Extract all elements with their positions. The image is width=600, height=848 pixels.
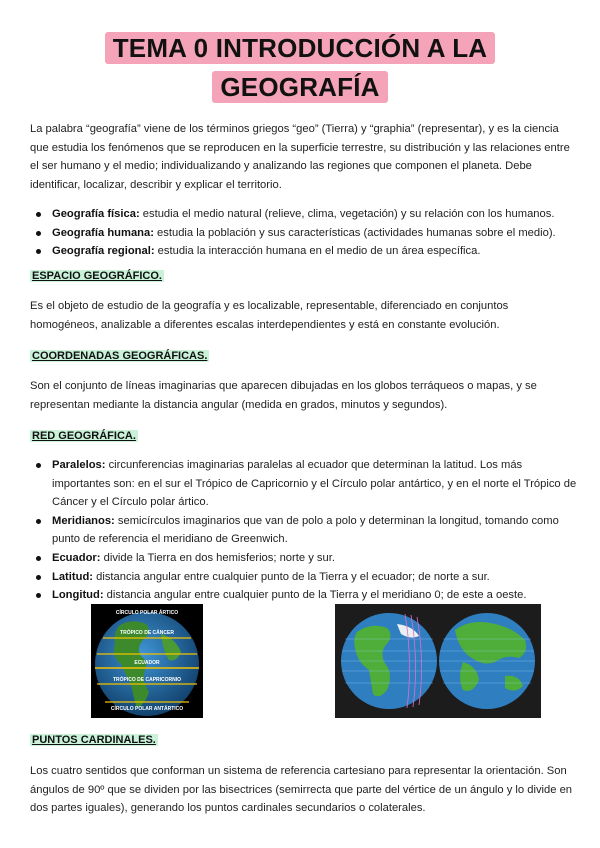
label-circulo-polar-artico: CÍRCULO POLAR ÁRTICO	[115, 610, 179, 616]
list-item	[30, 456, 578, 512]
list-item	[30, 586, 578, 605]
list-item	[30, 549, 578, 568]
item-desc: estudia el medio natural (relieve, clima, vegetación) y su relación con los humanos.	[139, 208, 555, 220]
item-term: Ecuador:	[52, 551, 101, 564]
globe-parallels-image	[91, 604, 203, 718]
title-line-1	[0, 31, 600, 65]
list-item	[30, 205, 578, 224]
item-desc: distancia angular entre cualquier punto de la Tierra y el ecuador; de norte a sur.	[93, 570, 490, 583]
item-desc: semicírculos imaginarios que van de polo a polo y determinan la longitud, tomando como punto de referencia el meridiano de Greenwich.	[52, 514, 559, 546]
list-item	[30, 568, 578, 587]
item-desc: circunferencias imaginarias paralelas al ecuador que determinan la latitud. Los más importantes son: en el sur el Trópico de Capricornio y el Círculo polar antártico, y en el norte el Trópico de Cáncer y el Círculo polar ártico.	[52, 459, 577, 509]
list-item	[30, 242, 578, 261]
item-term: Geografía física:	[52, 208, 140, 220]
red-list	[30, 456, 578, 605]
section-heading-espacio: ESPACIO GEOGRÁFICO.	[32, 270, 162, 282]
espacio-paragraph: Es el objeto de estudio de la geografía y es localizable, representable, diferenciado en conjuntos homogéneos, analizable a diferentes escalas interdependientes y está en constante evolución.	[30, 300, 509, 331]
label-tropico-capricornio: TRÓPICO DE CAPRICORNIO	[112, 677, 182, 683]
coordenadas-paragraph: Son el conjunto de líneas imaginarias que aparecen dibujadas en los globos terráqueos o mapas, y se representan mediante la distancia angular (medida en grados, minutos y segundos).	[30, 380, 537, 411]
item-desc: distancia angular entre cualquier punto de la Tierra y el meridiano 0; de este a oeste.	[103, 589, 527, 602]
page-title: TEMA 0 INTRODUCCIÓN A LA	[105, 32, 496, 64]
item-desc: estudia la interacción humana en el medio de un área específica.	[154, 245, 481, 258]
cardinales-paragraph: Los cuatro sentidos que conforman un sistema de referencia cartesiano para representar la orientación. Son ángulos de 90º que se dividen por las bisectrices (semirrecta que parte del vértice de un ángulo y lo divide en dos partes iguales), generando los puntos cardinales secundarios o colaterales.	[30, 765, 573, 815]
section-heading-red: RED GEOGRÁFICA.	[32, 430, 136, 442]
item-term: Longitud:	[52, 589, 104, 602]
section-heading-coordenadas: COORDENADAS GEOGRÁFICAS.	[32, 350, 208, 362]
section-heading-cardinales: PUNTOS CARDINALES.	[32, 734, 156, 746]
globe-parallels-illustration	[91, 604, 203, 718]
hemispheres-illustration	[335, 604, 541, 718]
branches-list	[30, 205, 578, 261]
list-item	[30, 512, 578, 549]
item-term: Latitud:	[52, 570, 94, 583]
title-line-2	[0, 70, 600, 104]
intro-paragraph: La palabra “geografía” viene de los términos griegos “geo” (Tierra) y “graphia” (representar), y es la ciencia que estudia los fenómenos que se reproducen en la superficie terrestre, su distribución y las relaciones entre el ser humano y el medio; individualizando y analizando las regiones que componen el planeta. Debe identificar, localizar, describir y explicar el territorio.	[30, 123, 570, 191]
item-term: Paralelos:	[52, 459, 106, 471]
label-ecuador: ECUADOR	[134, 660, 160, 666]
item-desc: estudia la población y sus características (actividades humanas sobre el medio).	[153, 226, 556, 239]
item-term: Geografía humana:	[52, 226, 154, 239]
label-circulo-polar-antartico: CÍRCULO POLAR ANTÁRTICO	[110, 706, 184, 712]
list-item	[30, 224, 578, 243]
item-term: Meridianos:	[52, 514, 115, 527]
hemispheres-image	[335, 604, 541, 718]
item-term: Geografía regional:	[52, 245, 155, 258]
page-title-continued: GEOGRAFÍA	[212, 71, 387, 103]
item-desc: divide la Tierra en dos hemisferios; norte y sur.	[100, 551, 335, 564]
label-tropico-cancer: TRÓPICO DE CÁNCER	[120, 630, 174, 636]
